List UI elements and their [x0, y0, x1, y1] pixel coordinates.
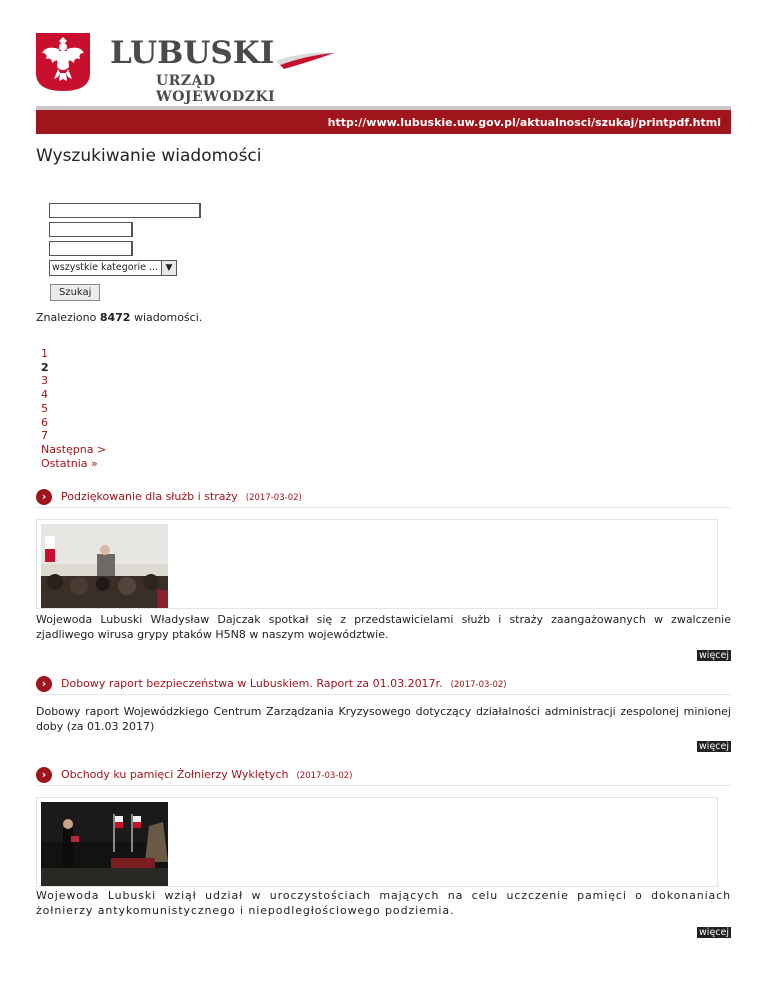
page-url[interactable]: http://www.lubuskie.uw.gov.pl/aktualnosci/szukaj/printpdf.html [327, 116, 721, 129]
date-to-input[interactable] [49, 241, 133, 256]
news-description: Wojewoda Lubuski wziął udział w uroczystościach mających na celu uczczenie pamięci o dokonaniach żołnierzy antykomunistycznego i niepodległościowego podziemia. [36, 889, 731, 917]
date-from-input[interactable] [49, 222, 133, 237]
news-item-header [36, 489, 731, 508]
polish-eagle-emblem-icon [36, 33, 90, 91]
news-title-link[interactable] [61, 677, 507, 690]
search-form [49, 203, 201, 301]
pagination [41, 347, 106, 470]
last-page-link[interactable]: Ostatnia » [41, 456, 98, 470]
news-title[interactable]: Podziękowanie dla służb i straży [61, 490, 238, 503]
page-link-3[interactable]: 3 [41, 374, 48, 388]
news-title[interactable]: Obchody ku pamięci Żołnierzy Wyklętych [61, 768, 289, 781]
news-date: (2017-03-02) [450, 680, 507, 690]
more-link[interactable]: więcej [699, 741, 729, 752]
news-date: (2017-03-02) [245, 493, 302, 503]
search-keyword-input[interactable] [49, 203, 201, 218]
news-image-box [36, 797, 718, 887]
results-count [36, 311, 202, 324]
category-select[interactable] [49, 260, 177, 276]
flag-swoosh-icon [274, 49, 336, 69]
more-link[interactable]: więcej [699, 927, 729, 938]
brand-subtitle: URZĄD WOJEWODZKI [156, 73, 276, 105]
news-item-header [36, 676, 731, 695]
news-date: (2017-03-02) [296, 771, 353, 781]
news-item-header [36, 767, 731, 786]
next-page-link[interactable]: Następna > [41, 442, 107, 456]
news-description: Wojewoda Lubuski Władysław Dajczak spotkał się z przedstawicielami służb i straży zaangażowanych w zwalczenie zjadliwego wirusa grypy ptaków H5N8 w naszym województwie. [36, 613, 731, 641]
search-button[interactable]: Szukaj [50, 284, 100, 301]
category-selected-value: wszystkie kategorie ... [52, 262, 159, 273]
print-url-bar [36, 106, 731, 134]
more-link[interactable]: więcej [699, 650, 729, 661]
page-link-6[interactable]: 6 [41, 415, 48, 429]
news-image-box [36, 519, 718, 609]
page-link-4[interactable]: 4 [41, 388, 48, 402]
dropdown-arrow-icon[interactable]: ▼ [161, 260, 177, 276]
chevron-right-icon: › [36, 489, 52, 505]
found-suffix: wiadomości. [133, 311, 203, 324]
news-photo-meeting[interactable] [41, 524, 168, 608]
site-logo[interactable] [36, 33, 336, 105]
page-title: Wyszukiwanie wiadomości [36, 146, 262, 166]
news-photo-ceremony[interactable] [41, 802, 168, 886]
chevron-right-icon: › [36, 676, 52, 692]
page-link-7[interactable]: 7 [41, 429, 48, 443]
news-title-link[interactable] [61, 768, 353, 781]
found-count: 8472 [99, 311, 131, 324]
news-title-link[interactable] [61, 490, 302, 503]
news-title[interactable]: Dobowy raport bezpieczeństwa w Lubuskiem. Raport za 01.03.2017r. [61, 677, 443, 690]
page-link-5[interactable]: 5 [41, 401, 48, 415]
chevron-right-icon: › [36, 767, 52, 783]
found-prefix: Znaleziono [36, 311, 97, 324]
brand-title: LUBUSKI [110, 35, 275, 71]
page-link-1[interactable]: 1 [41, 347, 48, 360]
page-current: 2 [41, 360, 49, 374]
news-description: Dobowy raport Wojewódzkiego Centrum Zarządzania Kryzysowego dotyczący działalności administracji zespolonej minionej doby (za 01.03 2017) [36, 705, 731, 733]
